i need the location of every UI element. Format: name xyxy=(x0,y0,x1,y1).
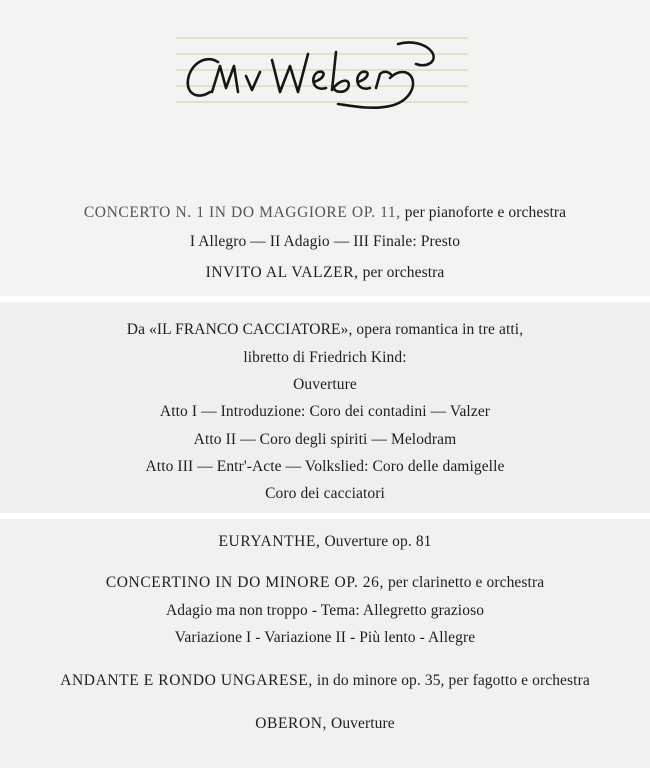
franco-line-4: Atto I — Introduzione: Coro dei contadini — Valzer xyxy=(159,403,491,420)
signature-image xyxy=(176,32,468,112)
invito-line xyxy=(0,264,650,282)
bottom-panel xyxy=(0,519,650,768)
euryanthe-title: EURYANTHE, xyxy=(218,533,321,550)
andante-line xyxy=(0,672,650,690)
franco-line-5: Atto II — Coro degli spiriti — Melodram xyxy=(193,431,457,448)
franco-line-6: Atto III — Entr'-Acte — Volkslied: Coro delle damigelle xyxy=(145,458,505,475)
concerto-movements: I Allegro — II Adagio — III Finale: Presto xyxy=(189,233,461,250)
concerto-line xyxy=(0,204,650,222)
euryanthe-rest: Ouverture op. 81 xyxy=(320,533,432,550)
franco-line-3: Ouverture xyxy=(293,376,357,393)
concertino-rest: per clarinetto e orchestra xyxy=(383,574,545,591)
concertino-line-2: Adagio ma non troppo - Tema: Allegretto grazioso xyxy=(165,602,485,619)
andante-rest: in do minore op. 35, per fagotto e orchestra xyxy=(312,672,590,689)
signature-staff xyxy=(176,32,468,112)
concertino-line xyxy=(0,574,650,592)
concerto-rest: per pianoforte e orchestra xyxy=(400,204,567,221)
concerto-title: CONCERTO N. 1 IN DO MAGGIORE OP. 11, xyxy=(83,204,401,221)
middle-panel xyxy=(0,302,650,513)
franco-line-7: Coro dei cacciatori xyxy=(265,485,385,502)
concertino-line-3: Variazione I - Variazione II - Più lento - Allegre xyxy=(174,629,476,646)
signature-strokes xyxy=(188,42,434,107)
top-panel xyxy=(0,0,650,296)
invito-rest: per orchestra xyxy=(358,264,445,281)
concertino-title: CONCERTINO IN DO MINORE OP. 26, xyxy=(105,574,384,591)
euryanthe-line xyxy=(0,533,650,551)
franco-line-2: libretto di Friedrich Kind: xyxy=(243,349,407,366)
oberon-rest: Ouverture xyxy=(327,715,395,732)
andante-title: ANDANTE E RONDO UNGARESE, xyxy=(60,672,313,689)
franco-line-1: Da «IL FRANCO CACCIATORE», opera romantica in tre atti, xyxy=(126,321,524,338)
invito-title: INVITO AL VALZER, xyxy=(205,264,359,281)
oberon-line xyxy=(0,715,650,733)
oberon-title: OBERON, xyxy=(255,715,328,732)
